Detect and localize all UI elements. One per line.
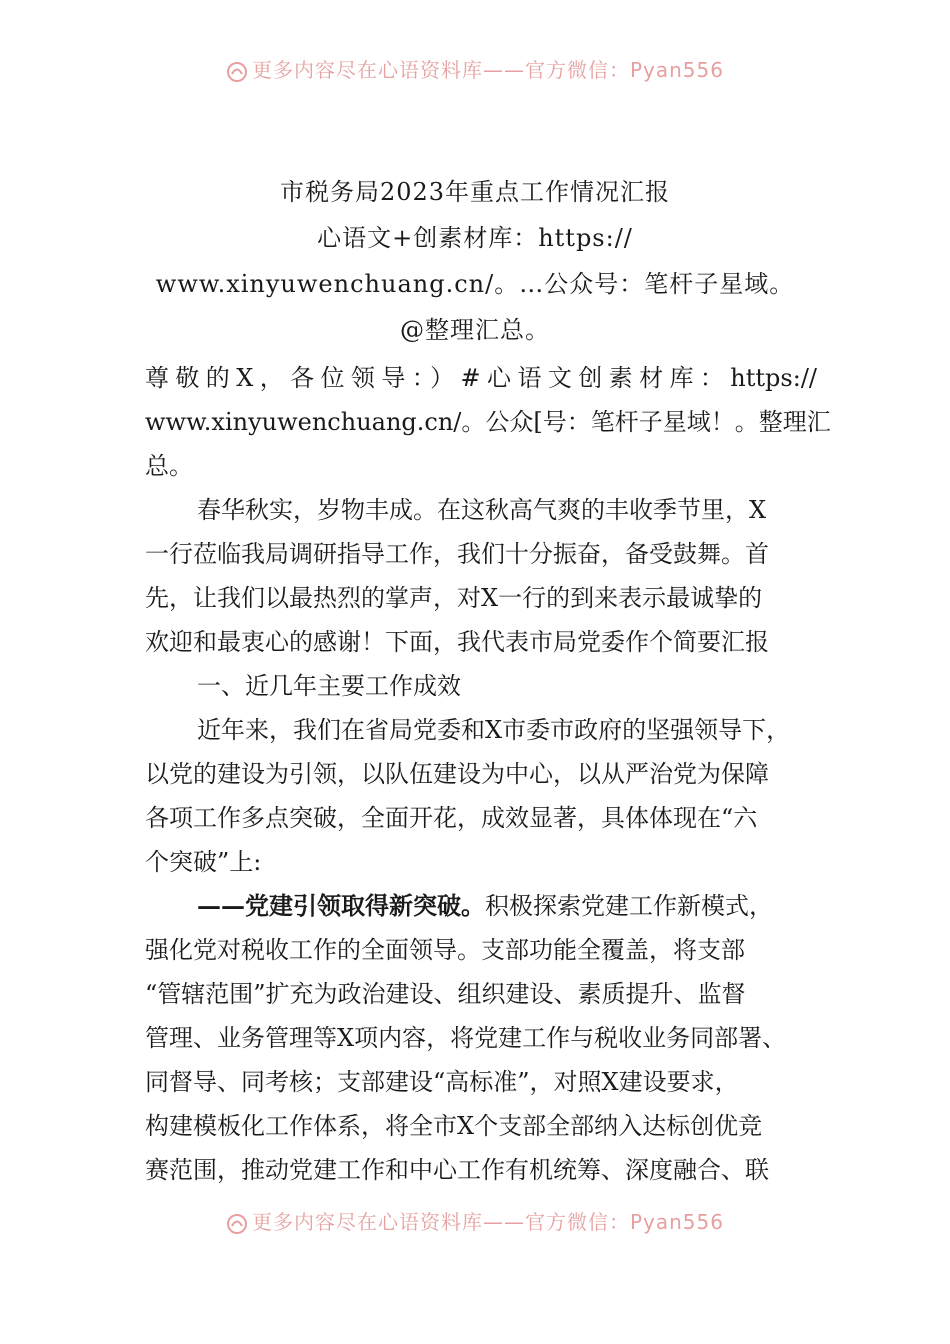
- paragraph-line: 先，让我们以最热烈的掌声，对X一行的到来表示最诚挚的: [145, 584, 763, 612]
- paragraph-line: 同督导、同考核；支部建设“高标准”，对照X建设要求，: [145, 1068, 739, 1096]
- paragraph-line-first: [145, 884, 817, 928]
- section-heading: 一、近几年主要工作成效: [197, 672, 461, 700]
- paragraph-line: 欢迎和最衷心的感谢！下面，我代表市局党委作个简要汇报: [145, 628, 769, 656]
- subtitle-line-3: @整理汇总。: [400, 316, 550, 344]
- paragraph-line: 赛范围，推动党建工作和中心工作有机统筹、深度融合、联: [145, 1156, 769, 1184]
- paragraph-line: 强化党对税收工作的全面领导。支部功能全覆盖，将支部: [145, 936, 745, 964]
- paragraph-line: 一行莅临我局调研指导工作，我们十分振奋，备受鼓舞。首: [145, 540, 769, 568]
- paragraph-text: 积极探索党建工作新模式，: [485, 892, 773, 920]
- bold-lead: ——党建引领取得新突破。: [197, 891, 485, 920]
- paragraph-line: 管理、业务管理等X项内容，将党建工作与税收业务同部署、: [145, 1024, 787, 1052]
- paragraph-line: 个突破”上:: [145, 848, 262, 876]
- watermark-bottom: [0, 1206, 950, 1234]
- greeting-line: 尊敬的X，各位领导：）#心语文创素材库：https://: [145, 364, 817, 392]
- greeting-line: 总。: [145, 452, 193, 480]
- watermark-top: [0, 54, 950, 82]
- subtitle-line-1: 心语文+创素材库：https://: [317, 224, 633, 252]
- paragraph-line: 近年来，我们在省局党委和X市委市政府的坚强领导下，: [197, 716, 791, 744]
- greeting-line: www.xinyuwenchuang.cn/。公众[号：笔杆子星域！。整理汇: [145, 408, 831, 436]
- subtitle-line-2: www.xinyuwenchuang.cn/。…公众号：笔杆子星域。: [155, 270, 795, 298]
- watermark-bottom-text: 更多内容尽在心语资料库——官方微信：Pyan556: [251, 1210, 724, 1234]
- paragraph-line: “管辖范围”扩充为政治建设、组织建设、素质提升、监督: [145, 980, 746, 1008]
- document-title: 市税务局2023年重点工作情况汇报: [279, 178, 671, 206]
- document-body: [145, 356, 831, 1192]
- watermark-top-text: 更多内容尽在心语资料库——官方微信：Pyan556: [251, 58, 724, 82]
- watermark-logo-icon: [226, 61, 248, 83]
- watermark-logo-icon: [226, 1213, 248, 1235]
- paragraph-line: 春华秋实，岁物丰成。在这秋高气爽的丰收季节里，X: [197, 496, 767, 524]
- paragraph-line: 构建模板化工作体系，将全市X个支部全部纳入达标创优竞: [145, 1112, 763, 1140]
- paragraph-line: 以党的建设为引领，以队伍建设为中心，以从严治党为保障: [145, 760, 769, 788]
- paragraph-line: 各项工作多点突破，全面开花，成效显著，具体体现在“六: [145, 804, 758, 832]
